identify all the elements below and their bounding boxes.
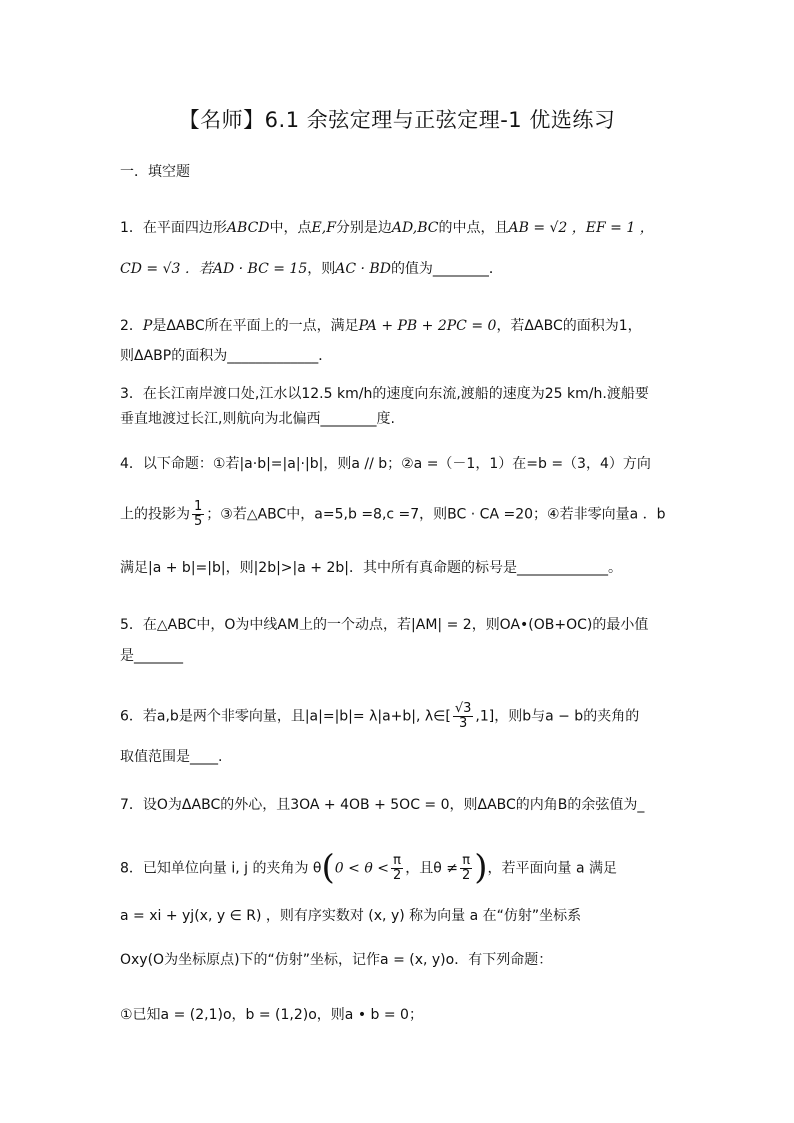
question-8-line-1: 8．已知单位向量 i, j 的夹角为 θ(0 < θ < $\frac{\pi}{2}$ ，且θ ≠ $\frac{\pi}{2}$ )，若平面向量 a 满足 [120, 847, 617, 888]
question-8-line-3: Oxy(O为坐标原点)下的“仿射”坐标，记作a = (x, y)o．有下列命题： [120, 952, 553, 968]
question-2-line-2: 则ΔABP的面积为_____________． [120, 348, 333, 364]
question-3-line-1: 3．在长江南岸渡口处,江水以12.5 km/h的速度向东流,渡船的速度为25 km/h.渡船要 [120, 386, 649, 402]
question-4-line-2: 上的投影为 $\frac{1}{5}$ ；③若△ABC中，a=5,b =8,c =7，则BC · CA =20；④若非零向量a ．b [120, 499, 666, 529]
question-6-line-2: 取值范围是____. [120, 749, 223, 765]
question-1-line-2: CD = √3 ．若AD · BC = 15，则AC · BD的值为________． [120, 261, 503, 277]
question-7-line-1: 7．设O为ΔABC的外心，且3OA + 4OB + 5OC = 0，则ΔABC的内角B的余弦值为_ [120, 797, 645, 813]
question-5-line-1: 5．在△ABC中，O为中线AM上的一个动点，若|AM| = 2，则OA•(OB+OC)的最小值 [120, 617, 649, 633]
fraction-one-fifth: $\frac{1}{5}$ [194, 499, 203, 529]
question-4-line-3: 满足|a + b|=|b|，则|2b|>|a + 2b|．其中所有真命题的标号是_____________。 [120, 560, 622, 576]
section-heading: 一．填空题 [120, 164, 190, 180]
question-4-line-1: 4．以下命题：①若|a·b|=|a|·|b|，则a // b；②a =（－1，1）在=b =（3，4）方向 [120, 456, 651, 472]
question-5-line-2: 是_______ [120, 648, 183, 664]
fraction-sqrt3-over-3: $\frac{√3}{3}$ [454, 701, 472, 731]
question-1-line-1: 1．在平面四边形ABCD中，点E,F分别是边AD,BC的中点，且AB = √2 ，EF = 1 ， [120, 220, 654, 236]
question-6-line-1: 6．若a,b是两个非零向量，且|a|=|b|= λ|a+b|, λ∈[ $\frac{√3}{3}$ ,1]，则b与a − b的夹角的 [120, 701, 640, 731]
question-2-line-1: 2．P是ΔABC所在平面上的一点，满足PA + PB + 2PC = 0，若ΔABC的面积为1， [120, 318, 642, 334]
page-title: 【名师】6.1 余弦定理与正弦定理-1 优选练习 [178, 108, 616, 132]
question-3-line-2: 垂直地渡过长江,则航向为北偏西________度. [120, 411, 395, 427]
question-8-line-2: a = xi + yj(x, y ∈ R) ，则有序实数对 (x, y) 称为向量 a 在“仿射”坐标系 [120, 908, 582, 924]
question-8-line-4: ①已知a = (2,1)o，b = (1,2)o，则a • b = 0； [120, 1007, 423, 1023]
